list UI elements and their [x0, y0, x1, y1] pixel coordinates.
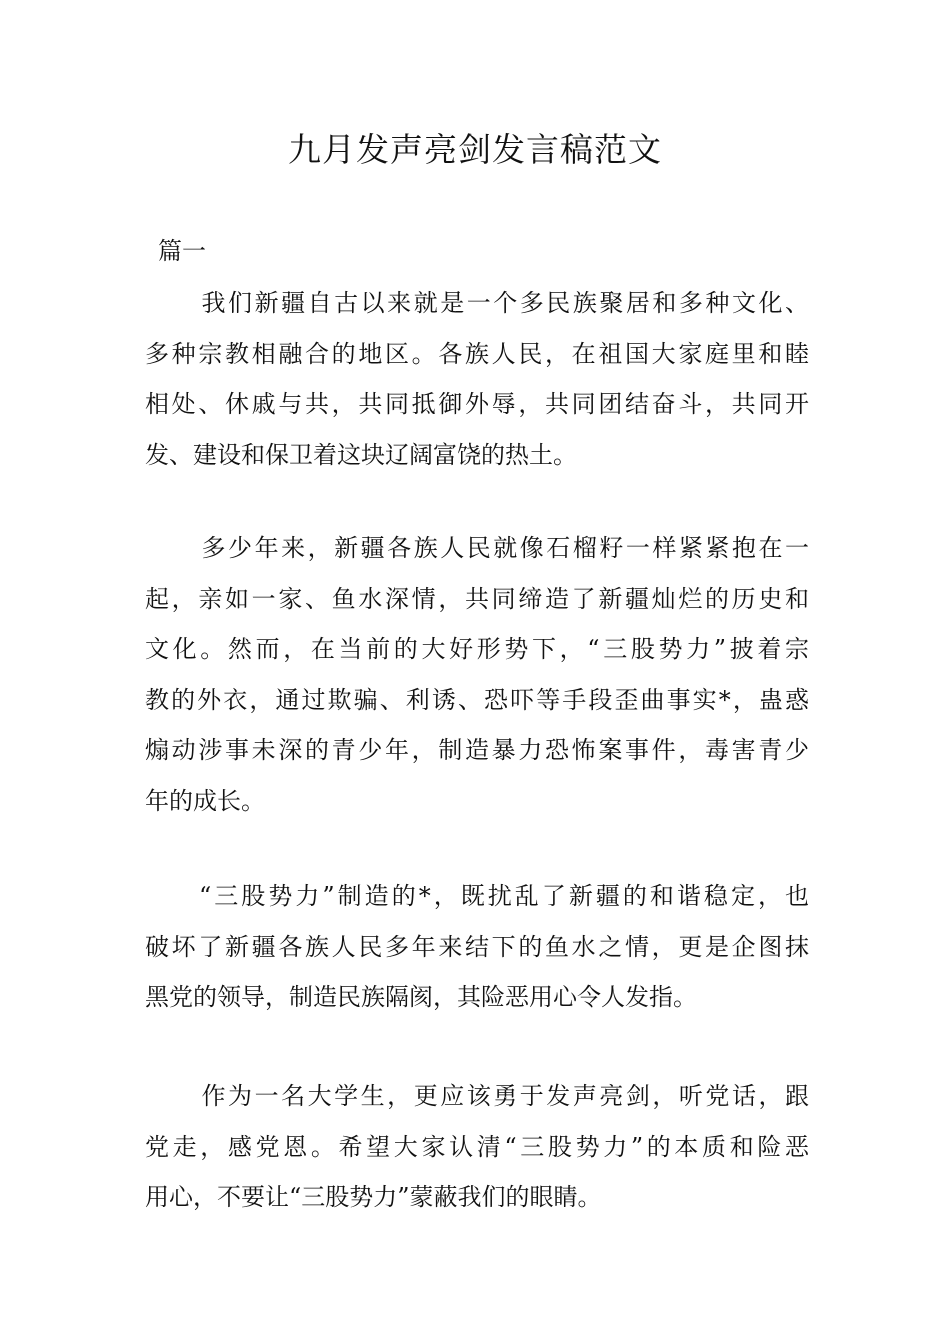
paragraph-line: 多种宗教相融合的地区。各族人民，在祖国大家庭里和睦	[145, 339, 809, 368]
section-label: 篇一	[158, 237, 206, 265]
paragraph-line: 我们新疆自古以来就是一个多民族聚居和多种文化、	[199, 289, 809, 317]
paragraph-line: “三股势力”制造的*，既扰乱了新疆的和谐稳定，也	[199, 882, 809, 910]
paragraph-line: 相处、休戚与共，共同抵御外辱，共同团结奋斗，共同开	[145, 390, 809, 418]
paragraph-line: 用心，不要让“三股势力”蒙蔽我们的眼睛。	[145, 1183, 602, 1211]
paragraph-line: 起，亲如一家、鱼水深情，共同缔造了新疆灿烂的历史和	[145, 584, 809, 613]
paragraph-4	[145, 1071, 809, 1223]
paragraph-line: 多少年来，新疆各族人民就像石榴籽一样紧紧抱在一	[199, 534, 809, 562]
paragraph-line: 煽动涉事未深的青少年，制造暴力恐怖案事件，毒害青少	[145, 736, 809, 764]
paragraph-3	[145, 871, 809, 1023]
paragraph-line: 党走，感党恩。希望大家认清“三股势力”的本质和险恶	[145, 1132, 809, 1161]
document-title: 九月发声亮剑发言稿范文	[288, 130, 662, 169]
paragraph-line: 文化。然而，在当前的大好形势下，“三股势力”披着宗	[145, 635, 809, 663]
paragraph-line: 作为一名大学生，更应该勇于发声亮剑，听党话，跟	[199, 1082, 809, 1110]
paragraph-line: 发、建设和保卫着这块辽阔富饶的热土。	[145, 440, 577, 469]
paragraph-2	[145, 523, 809, 826]
paragraph-1	[145, 278, 809, 480]
paragraph-line: 教的外衣，通过欺骗、利诱、恐吓等手段歪曲事实*，蛊惑	[145, 685, 809, 714]
paragraph-line: 破坏了新疆各族人民多年来结下的鱼水之情，更是企图抹	[145, 932, 809, 961]
paragraph-line: 年的成长。	[145, 786, 265, 815]
paragraph-line: 黑党的领导，制造民族隔阂，其险恶用心令人发指。	[145, 983, 697, 1011]
